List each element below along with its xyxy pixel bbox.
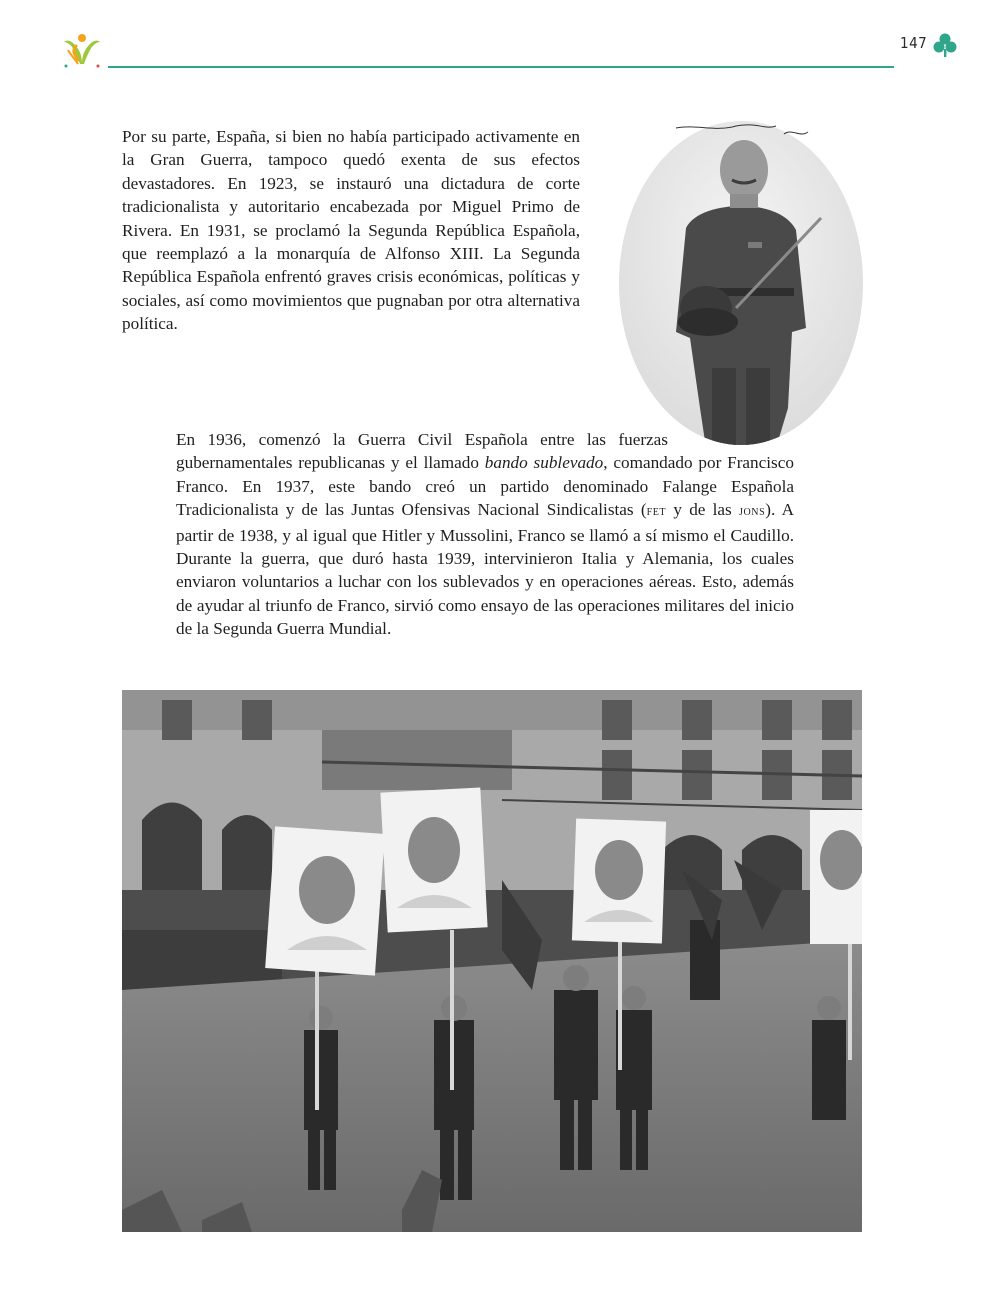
paragraph-2-text: , comandado por Francisco Franco. En 1937, este bando creó un partido denominado Falange Española Tradicionalista y de las Juntas Ofensivas Nacional Sindicalistas ( xyxy=(176,453,794,520)
body-paragraph-1: Por su parte, España, si bien no había participado activamente en la Gran Guerra, tampoco quedó exenta de sus efectos devastadores. En 1923, se instauró una dictadura de corte tradicionalista y autoritario encabezada por Miguel Primo de Rivera. En 1931, se proclamó la Segunda República Española, que reemplazó a la monarquía de Alfonso XIII. La Segunda República Española enfrentó graves crisis económicas, políticas y sociales, así como movimientos que pugnaban por otra alternativa política. xyxy=(122,127,580,334)
abbreviation-jons: jons xyxy=(738,504,766,520)
abbreviation-fet: fet xyxy=(646,504,667,520)
parade-photo xyxy=(122,690,862,1232)
paragraph-2-first-line: En 1936, comenzó la Guerra Civil Española entre las fuerzas xyxy=(176,430,668,449)
page-number: 147 xyxy=(900,34,928,52)
paragraph-2-text: gubernamentales republicanas y el llamado xyxy=(176,453,485,473)
italic-term: bando sublevado xyxy=(484,453,604,473)
sprout-logo-icon xyxy=(60,30,104,70)
header-rule xyxy=(108,66,894,68)
clover-icon xyxy=(932,32,958,58)
paragraph-2-text: ). A partir de 1938, y al igual que Hitler y Mussolini, Franco se llamó a sí mismo el Caudillo. Durante la guerra, que duró hasta 1939, intervinieron Italia y Alemania, los cuales enviaron voluntarios a luchar con los sublevados y en operaciones aéreas. Esto, además de ayudar al triunfo de Franco, sirvió como ensayo de las operaciones militares del inicio de la Segunda Guerra Mundial. xyxy=(176,500,794,639)
paragraph-2-text: y de las xyxy=(666,500,739,520)
oval-portrait-photo xyxy=(616,108,866,448)
body-paragraph-2 xyxy=(176,428,794,641)
